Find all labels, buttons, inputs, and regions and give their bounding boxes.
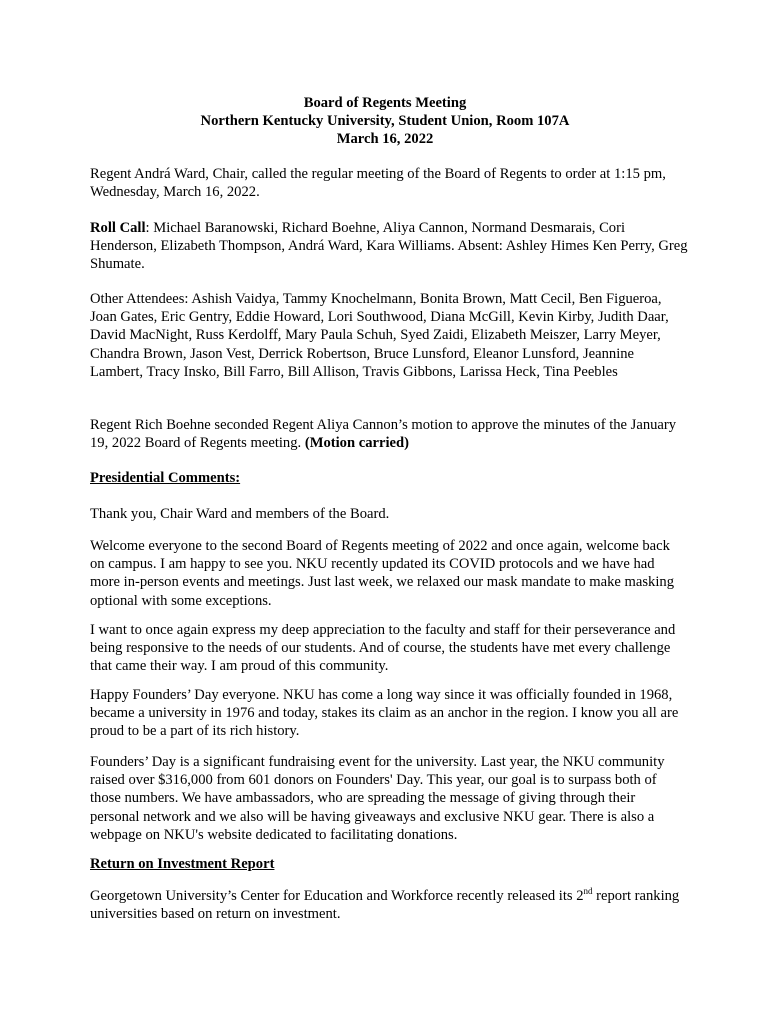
motion-result: (Motion carried) [304, 435, 409, 452]
comment-paragraph: Founders’ Day is a significant fundraising event for the university. Last year, the NKU community raised over $316,000 from 601 donors on Founders' Day. This year, our goal is to surpass both of those numbers. We have ambassadors, who are spreading the message of giving through their personal network and we also will be having giveaways and exclusive NKU gear. There is also a webpage on NKU's website dedicated to facilitating donations. [90, 754, 665, 843]
comment-paragraph: Thank you, Chair Ward and members of the Board. [90, 506, 390, 522]
other-attendees-paragraph: Other Attendees: Ashish Vaidya, Tammy Knochelmann, Bonita Brown, Matt Cecil, Ben Figueroa, Joan Gates, Eric Gentry, Eddie Howard, Lori Southwood, Diana McGill, Kevin Kirby, Judith Daar, David MacNight, Russ Kerdolff, Mary Paula Schuh, Syed Zaidi, Elizabeth Meiszer, Larry Meyer, Chandra Brown, Jason Vest, Derrick Robertson, Bruce Lunsford, Eleanor Lunsford, Jeannine Lambert, Tracy Insko, Bill Farro, Bill Allison, Travis Gibbons, Larissa Heck, Tina Peebles [90, 291, 669, 380]
ordinal-superscript: nd [583, 886, 593, 897]
roi-paragraph [90, 887, 688, 923]
intro-paragraph: Regent Andrá Ward, Chair, called the regular meeting of the Board of Regents to order at 1:15 pm, Wednesday, March 16, 2022. [90, 166, 666, 201]
minutes-text: Regent Rich Boehne seconded Regent Aliya Cannon’s motion to approve the minutes of the January 19, 2022 Board of Regents meeting. [90, 417, 677, 452]
presidential-comments-heading: Presidential Comments: [90, 470, 241, 486]
comment-paragraph: I want to once again express my deep appreciation to the faculty and staff for their perseverance and being responsive to the needs of our students. And of course, the students have met every challenge that came their way. I am proud of this community. [90, 622, 676, 675]
comment-paragraph: Happy Founders’ Day everyone. NKU has come a long way since it was officially founded in 1968, became a university in 1976 and today, stakes its claim as an anchor in the region. I know you all are proud to be a part of its rich history. [90, 687, 679, 740]
roi-text-before: Georgetown University’s Center for Education and Workforce recently released its 2 [90, 888, 584, 904]
roll-call-text: : Michael Baranowski, Richard Boehne, Aliya Cannon, Normand Desmarais, Cori Henderson, Elizabeth Thompson, Andrá Ward, Kara Williams. Absent: Ashley Himes Ken Perry, Greg Shumate. [90, 220, 688, 273]
roll-call-label: Roll Call [90, 220, 146, 236]
meeting-title: Board of Regents Meeting [303, 95, 467, 111]
meeting-location: Northern Kentucky University, Student Union, Room 107A [200, 113, 570, 129]
roll-call-paragraph [90, 219, 688, 274]
comment-paragraph: Welcome everyone to the second Board of Regents meeting of 2022 and once again, welcome back on campus. I am happy to see you. NKU recently updated its COVID protocols and we have had more in-person events and meetings. Just last week, we relaxed our mask mandate to make masking optional with some exceptions. [90, 538, 674, 609]
roi-text-after: report ranking universities based on return on investment. [90, 888, 680, 923]
meeting-date: March 16, 2022 [336, 131, 434, 147]
minutes-paragraph [90, 416, 688, 452]
roi-heading: Return on Investment Report [90, 856, 275, 872]
